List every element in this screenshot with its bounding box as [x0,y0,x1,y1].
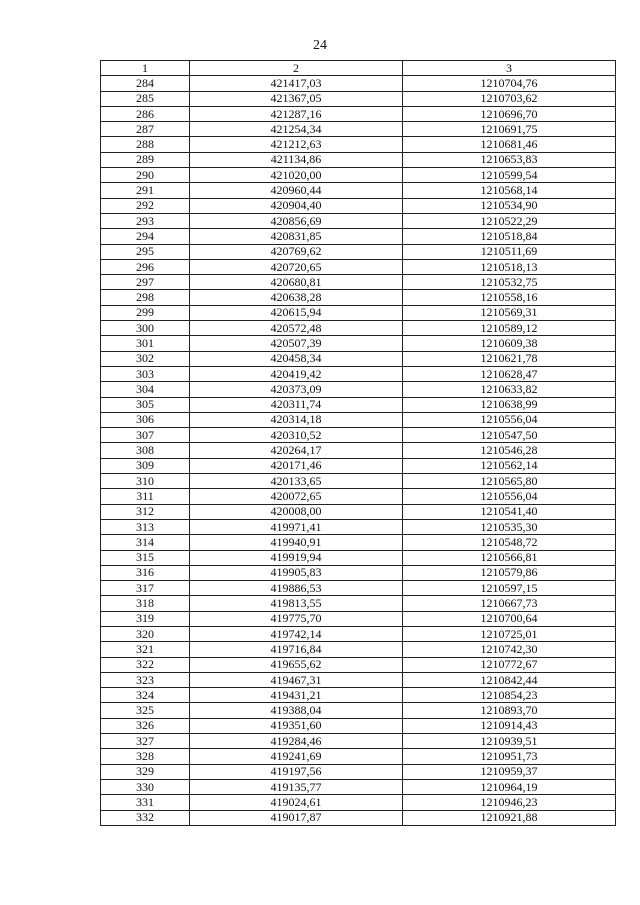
x-coordinate-cell: 419716,84 [190,642,403,657]
x-coordinate-cell: 420856,69 [190,213,403,228]
x-coordinate-cell: 420904,40 [190,198,403,213]
point-number-cell: 289 [101,152,190,167]
table-row [101,703,616,718]
x-coordinate-cell: 419284,46 [190,734,403,749]
table-row [101,489,616,504]
y-coordinate-cell: 1210939,51 [403,734,616,749]
x-coordinate-cell: 421020,00 [190,168,403,183]
table-row [101,137,616,152]
table-row [101,259,616,274]
table-row [101,91,616,106]
point-number-cell: 324 [101,688,190,703]
point-number-cell: 307 [101,428,190,443]
table-row [101,626,616,641]
point-number-cell: 284 [101,76,190,91]
x-coordinate-cell: 420310,52 [190,428,403,443]
y-coordinate-cell: 1210562,14 [403,458,616,473]
point-number-cell: 317 [101,581,190,596]
y-coordinate-cell: 1210633,82 [403,382,616,397]
table-row [101,397,616,412]
x-coordinate-cell: 419940,91 [190,535,403,550]
point-number-cell: 330 [101,779,190,794]
y-coordinate-cell: 1210518,13 [403,259,616,274]
y-coordinate-cell: 1210547,50 [403,428,616,443]
table-row [101,810,616,825]
point-number-cell: 315 [101,550,190,565]
y-coordinate-cell: 1210532,75 [403,275,616,290]
column-header-3: 3 [403,61,616,76]
y-coordinate-cell: 1210569,31 [403,305,616,320]
table-row [101,611,616,626]
point-number-cell: 321 [101,642,190,657]
table-row [101,672,616,687]
x-coordinate-cell: 419467,31 [190,672,403,687]
column-header-2: 2 [190,61,403,76]
table-header [101,61,616,76]
point-number-cell: 311 [101,489,190,504]
point-number-cell: 325 [101,703,190,718]
y-coordinate-cell: 1210628,47 [403,366,616,381]
point-number-cell: 285 [101,91,190,106]
x-coordinate-cell: 420572,48 [190,321,403,336]
table-row [101,535,616,550]
y-coordinate-cell: 1210653,83 [403,152,616,167]
y-coordinate-cell: 1210621,78 [403,351,616,366]
table-row [101,749,616,764]
table-row [101,458,616,473]
y-coordinate-cell: 1210696,70 [403,106,616,121]
table-row [101,290,616,305]
y-coordinate-cell: 1210946,23 [403,795,616,810]
point-number-cell: 313 [101,519,190,534]
table-row [101,596,616,611]
table-row [101,581,616,596]
x-coordinate-cell: 421212,63 [190,137,403,152]
coordinates-table [100,60,616,826]
point-number-cell: 327 [101,734,190,749]
x-coordinate-cell: 420072,65 [190,489,403,504]
y-coordinate-cell: 1210959,37 [403,764,616,779]
point-number-cell: 300 [101,321,190,336]
y-coordinate-cell: 1210546,28 [403,443,616,458]
table-row [101,474,616,489]
y-coordinate-cell: 1210589,12 [403,321,616,336]
y-coordinate-cell: 1210518,84 [403,229,616,244]
table-row [101,734,616,749]
x-coordinate-cell: 419775,70 [190,611,403,626]
point-number-cell: 302 [101,351,190,366]
y-coordinate-cell: 1210535,30 [403,519,616,534]
y-coordinate-cell: 1210704,76 [403,76,616,91]
x-coordinate-cell: 420008,00 [190,504,403,519]
x-coordinate-cell: 419197,56 [190,764,403,779]
point-number-cell: 303 [101,366,190,381]
table-row [101,504,616,519]
x-coordinate-cell: 420311,74 [190,397,403,412]
column-header-1: 1 [101,61,190,76]
table-body [101,76,616,826]
y-coordinate-cell: 1210566,81 [403,550,616,565]
x-coordinate-cell: 419813,55 [190,596,403,611]
y-coordinate-cell: 1210597,15 [403,581,616,596]
y-coordinate-cell: 1210558,16 [403,290,616,305]
y-coordinate-cell: 1210609,38 [403,336,616,351]
point-number-cell: 292 [101,198,190,213]
x-coordinate-cell: 419135,77 [190,779,403,794]
x-coordinate-cell: 420171,46 [190,458,403,473]
point-number-cell: 288 [101,137,190,152]
table-row [101,657,616,672]
y-coordinate-cell: 1210681,46 [403,137,616,152]
y-coordinate-cell: 1210772,67 [403,657,616,672]
table-row [101,688,616,703]
point-number-cell: 316 [101,565,190,580]
table-row [101,198,616,213]
table-row [101,412,616,427]
x-coordinate-cell: 420680,81 [190,275,403,290]
point-number-cell: 328 [101,749,190,764]
table-row [101,106,616,121]
point-number-cell: 299 [101,305,190,320]
table-row [101,76,616,91]
y-coordinate-cell: 1210568,14 [403,183,616,198]
point-number-cell: 310 [101,474,190,489]
point-number-cell: 306 [101,412,190,427]
y-coordinate-cell: 1210842,44 [403,672,616,687]
y-coordinate-cell: 1210742,30 [403,642,616,657]
point-number-cell: 332 [101,810,190,825]
table-row [101,213,616,228]
y-coordinate-cell: 1210565,80 [403,474,616,489]
x-coordinate-cell: 420458,34 [190,351,403,366]
y-coordinate-cell: 1210534,90 [403,198,616,213]
y-coordinate-cell: 1210964,19 [403,779,616,794]
point-number-cell: 290 [101,168,190,183]
x-coordinate-cell: 420373,09 [190,382,403,397]
y-coordinate-cell: 1210700,64 [403,611,616,626]
y-coordinate-cell: 1210511,69 [403,244,616,259]
table-row [101,550,616,565]
x-coordinate-cell: 419919,94 [190,550,403,565]
point-number-cell: 304 [101,382,190,397]
y-coordinate-cell: 1210725,01 [403,626,616,641]
y-coordinate-cell: 1210556,04 [403,489,616,504]
x-coordinate-cell: 420314,18 [190,412,403,427]
x-coordinate-cell: 420638,28 [190,290,403,305]
x-coordinate-cell: 419905,83 [190,565,403,580]
table-row [101,565,616,580]
point-number-cell: 329 [101,764,190,779]
point-number-cell: 295 [101,244,190,259]
x-coordinate-cell: 419241,69 [190,749,403,764]
table-row [101,642,616,657]
table-row [101,305,616,320]
point-number-cell: 319 [101,611,190,626]
point-number-cell: 297 [101,275,190,290]
table-row [101,183,616,198]
x-coordinate-cell: 420769,62 [190,244,403,259]
table-row [101,366,616,381]
table-row [101,336,616,351]
table-row [101,764,616,779]
x-coordinate-cell: 420960,44 [190,183,403,198]
x-coordinate-cell: 421367,05 [190,91,403,106]
x-coordinate-cell: 420264,17 [190,443,403,458]
x-coordinate-cell: 420419,42 [190,366,403,381]
point-number-cell: 296 [101,259,190,274]
y-coordinate-cell: 1210667,73 [403,596,616,611]
point-number-cell: 322 [101,657,190,672]
x-coordinate-cell: 421134,86 [190,152,403,167]
point-number-cell: 312 [101,504,190,519]
y-coordinate-cell: 1210703,62 [403,91,616,106]
table-row [101,244,616,259]
x-coordinate-cell: 420831,85 [190,229,403,244]
x-coordinate-cell: 419431,21 [190,688,403,703]
x-coordinate-cell: 419655,62 [190,657,403,672]
point-number-cell: 286 [101,106,190,121]
point-number-cell: 314 [101,535,190,550]
x-coordinate-cell: 419024,61 [190,795,403,810]
point-number-cell: 293 [101,213,190,228]
point-number-cell: 309 [101,458,190,473]
x-coordinate-cell: 421417,03 [190,76,403,91]
y-coordinate-cell: 1210548,72 [403,535,616,550]
table-row [101,382,616,397]
table-row [101,443,616,458]
y-coordinate-cell: 1210541,40 [403,504,616,519]
y-coordinate-cell: 1210914,43 [403,718,616,733]
y-coordinate-cell: 1210951,73 [403,749,616,764]
y-coordinate-cell: 1210854,23 [403,688,616,703]
point-number-cell: 291 [101,183,190,198]
y-coordinate-cell: 1210579,86 [403,565,616,580]
x-coordinate-cell: 419886,53 [190,581,403,596]
point-number-cell: 318 [101,596,190,611]
y-coordinate-cell: 1210691,75 [403,122,616,137]
point-number-cell: 298 [101,290,190,305]
point-number-cell: 308 [101,443,190,458]
x-coordinate-cell: 419742,14 [190,626,403,641]
point-number-cell: 331 [101,795,190,810]
table-row [101,168,616,183]
y-coordinate-cell: 1210599,54 [403,168,616,183]
table-row [101,795,616,810]
x-coordinate-cell: 420133,65 [190,474,403,489]
header-row [101,61,616,76]
x-coordinate-cell: 421287,16 [190,106,403,121]
table-row [101,122,616,137]
point-number-cell: 294 [101,229,190,244]
x-coordinate-cell: 419388,04 [190,703,403,718]
point-number-cell: 287 [101,122,190,137]
x-coordinate-cell: 421254,34 [190,122,403,137]
x-coordinate-cell: 419017,87 [190,810,403,825]
point-number-cell: 323 [101,672,190,687]
table-row [101,428,616,443]
point-number-cell: 320 [101,626,190,641]
table-row [101,229,616,244]
x-coordinate-cell: 420720,65 [190,259,403,274]
table-row [101,351,616,366]
table-row [101,321,616,336]
point-number-cell: 301 [101,336,190,351]
table-row [101,152,616,167]
x-coordinate-cell: 420507,39 [190,336,403,351]
page-number: 24 [313,38,327,53]
y-coordinate-cell: 1210638,99 [403,397,616,412]
y-coordinate-cell: 1210522,29 [403,213,616,228]
y-coordinate-cell: 1210921,88 [403,810,616,825]
x-coordinate-cell: 419351,60 [190,718,403,733]
table-row [101,519,616,534]
x-coordinate-cell: 419971,41 [190,519,403,534]
point-number-cell: 326 [101,718,190,733]
table-row [101,779,616,794]
table-row [101,718,616,733]
y-coordinate-cell: 1210893,70 [403,703,616,718]
point-number-cell: 305 [101,397,190,412]
x-coordinate-cell: 420615,94 [190,305,403,320]
table-row [101,275,616,290]
y-coordinate-cell: 1210556,04 [403,412,616,427]
